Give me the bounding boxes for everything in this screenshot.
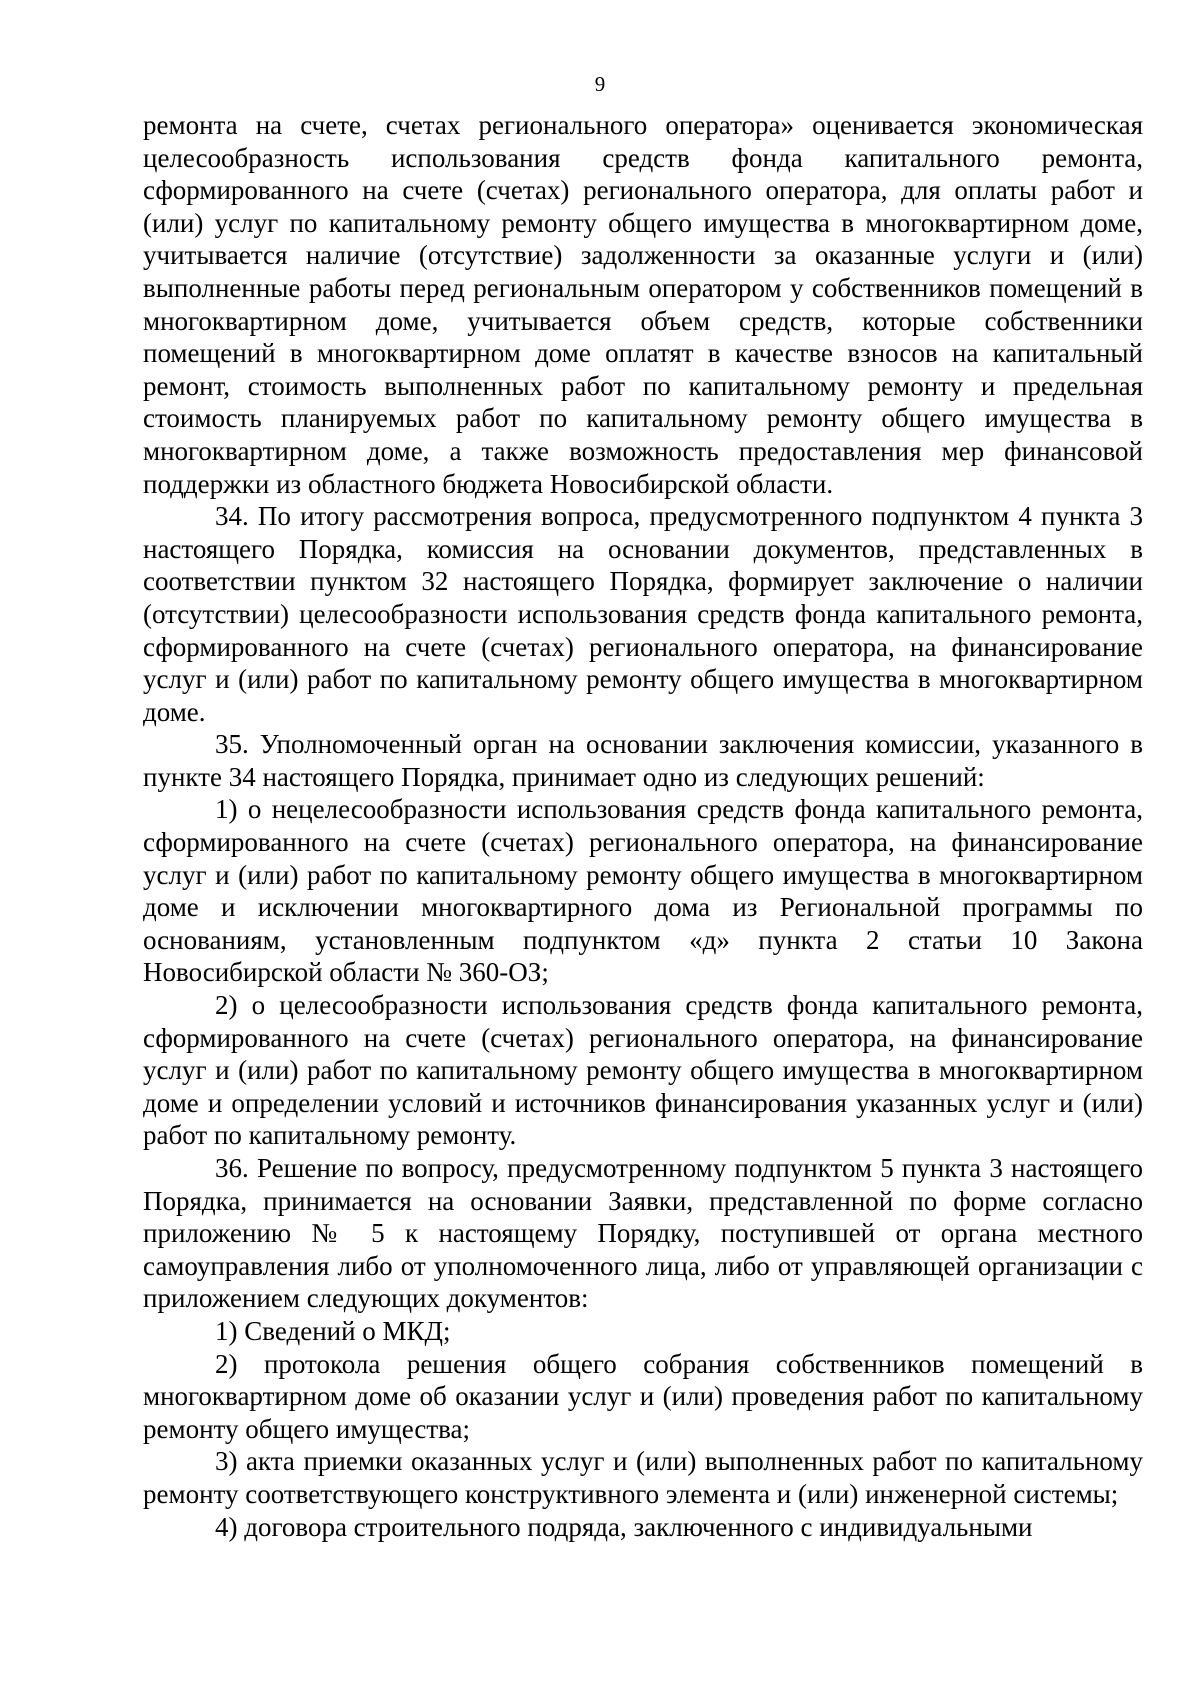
subitem-36-2: 2) протокола решения общего собрания собственников помещений в многоквартирном доме об оказании услуг и (или) проведения работ по капитальному ремонту общего имущества; xyxy=(143,1348,1143,1444)
document-body xyxy=(143,109,1143,1543)
subitem-35-2: 2) о целесообразности использования средств фонда капитального ремонта, сформированного на счете (счетах) регионального оператора, на финансирование услуг и (или) работ по капитальному ремонту общего имущества в многоквартирном доме и определении условий и источников финансирования указанных услуг и (или) работ по капитальному ремонту. xyxy=(143,990,1143,1151)
subitem-35-1: 1) о нецелесообразности использования средств фонда капитального ремонта, сформированного на счете (счетах) регионального оператора, на финансирование услуг и (или) работ по капитальному ремонту общего имущества в многоквартирном доме и исключении многоквартирного дома из Региональной программы по основаниям, установленным подпунктом «д» пункта 2 статьи 10 Закона Новосибирской области № 360-ОЗ; xyxy=(143,794,1143,988)
page-number: 9 xyxy=(594,72,606,96)
paragraph-item-36: 36. Решение по вопросу, предусмотренному подпунктом 5 пункта 3 настоящего Порядка, принимается на основании Заявки, представленной по форме согласно приложению № 5 к настоящему Порядку, поступившей от органа местного самоуправления либо от уполномоченного лица, либо от управляющей организации с приложением следующих документов: xyxy=(143,1153,1143,1314)
subitem-36-4: 4) договора строительного подряда, заключенного с индивидуальными xyxy=(215,1511,1033,1542)
paragraph-continuation: ремонта на счете, счетах регионального оператора» оценивается экономическая целесообразность использования средств фонда капитального ремонта, сформированного на счете (счетах) регионального оператора, для оплаты работ и (или) услуг по капитальному ремонту общего имущества в многоквартирном доме, учитывается наличие (отсутствие) задолженности за оказанные услуги и (или) выполненные работы перед региональным оператором у собственников помещений в многоквартирном доме, учитывается объем средств, которые собственники помещений в многоквартирном доме оплатят в качестве взносов на капитальный ремонт, стоимость выполненных работ по капитальному ремонту и предельная стоимость планируемых работ по капитальному ремонту общего имущества в многоквартирном доме, а также возможность предоставления мер финансовой поддержки из областного бюджета Новосибирской области. xyxy=(143,110,1143,499)
paragraph-item-34: 34. По итогу рассмотрения вопроса, предусмотренного подпунктом 4 пункта 3 настоящего Порядка, комиссия на основании документов, представленных в соответствии пунктом 32 настоящего Порядка, формирует заключение о наличии (отсутствии) целесообразности использования средств фонда капитального ремонта, сформированного на счете (счетах) регионального оператора, на финансирование услуг и (или) работ по капитальному ремонту общего имущества в многоквартирном доме. xyxy=(143,501,1143,727)
subitem-36-1: 1) Сведений о МКД; xyxy=(215,1315,451,1346)
subitem-36-3: 3) акта приемки оказанных услуг и (или) выполненных работ по капитальному ремонту соответствующего конструктивного элемента и (или) инженерной системы; xyxy=(143,1446,1143,1509)
paragraph-item-35: 35. Уполномоченный орган на основании заключения комиссии, указанного в пункте 34 настоящего Порядка, принимает одно из следующих решений: xyxy=(143,729,1143,792)
